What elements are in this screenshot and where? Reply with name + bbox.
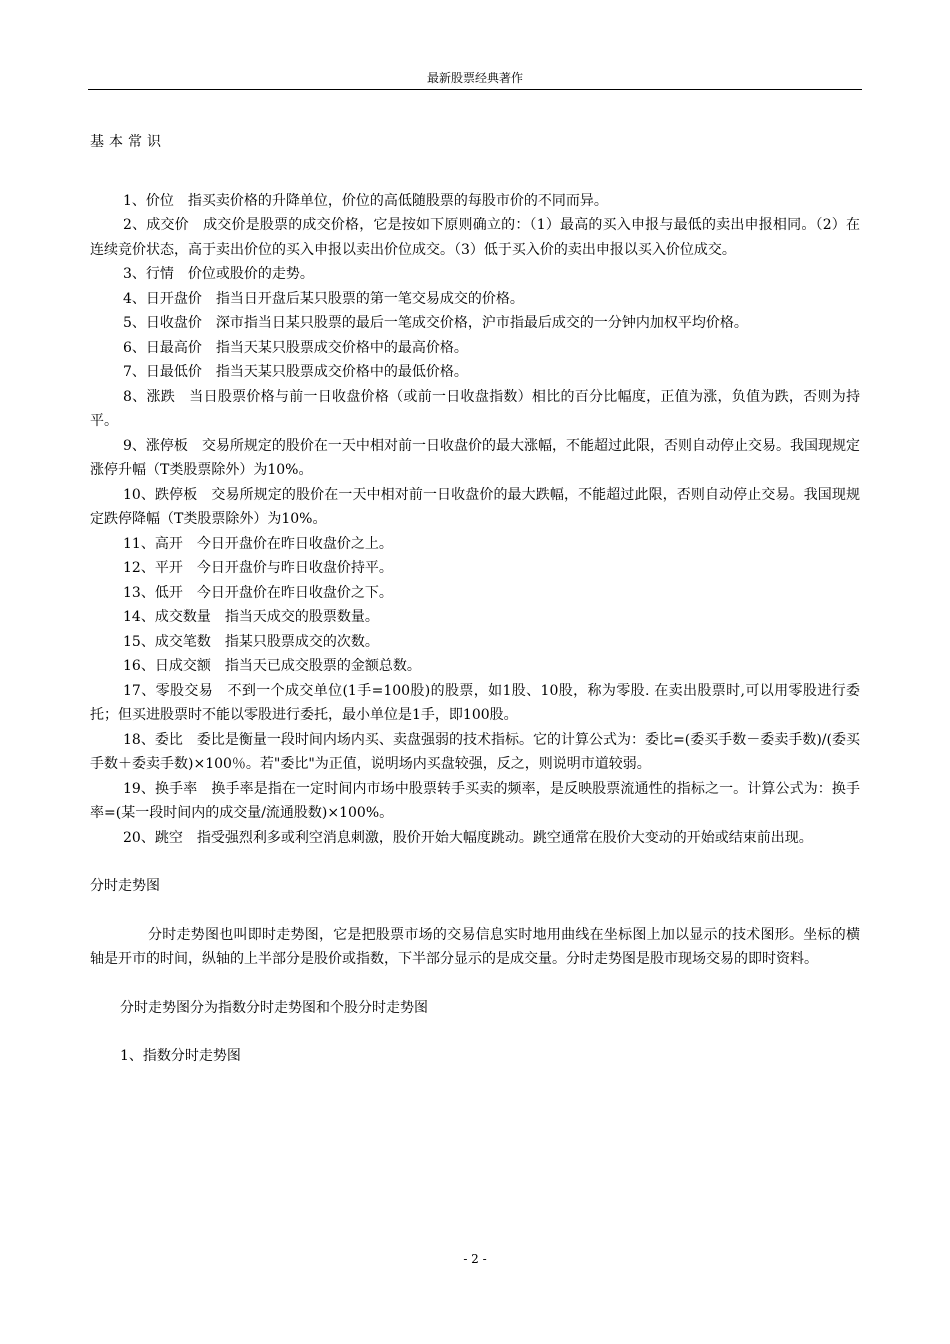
spacer <box>90 850 860 874</box>
list-item: 7、日最低价 指当天某只股票成交价格中的最低价格。 <box>123 364 468 380</box>
list-item: 19、换手率 换手率是指在一定时间内市场中股票转手买卖的频率，是反映股票流通性的指标之一。计算公式为：换手率=(某一段时间内的成交量/流通股数)×100%。 <box>90 780 860 821</box>
list-item: 6、日最高价 指当天某只股票成交价格中的最高价格。 <box>123 339 468 356</box>
list-item: 1、价位 指买卖价格的升降单位，价位的高低随股票的每股市价的不同而异。 <box>123 192 608 209</box>
list-item: 16、日成交额 指当天已成交股票的金额总数。 <box>123 658 421 674</box>
list-item: 4、日开盘价 指当日开盘后某只股票的第一笔交易成交的价格。 <box>123 290 524 307</box>
document-body <box>90 130 860 1069</box>
list-item: 2、成交价 成交价是股票的成交价格，它是按如下原则确立的：（1）最高的买入申报与最低的卖出申报相同。（2）在连续竞价状态，高于卖出价位的买入申报以卖出价位成交。（3）低于买入价的卖出申报以买入价位成交。 <box>90 217 860 258</box>
list-item: 13、低开 今日开盘价在昨日收盘价之下。 <box>123 584 393 601</box>
list-item: 11、高开 今日开盘价在昨日收盘价之上。 <box>123 535 393 552</box>
list-item: 14、成交数量 指当天成交的股票数量。 <box>123 609 379 625</box>
list-item: 20、跳空 指受强烈利多或利空消息刺激，股价开始大幅度跳动。跳空通常在股价大变动的开始或结束前出现。 <box>123 829 813 846</box>
header-title: 最新股票经典著作 <box>426 71 523 85</box>
spacer <box>90 972 860 996</box>
list-item: 10、跌停板 交易所规定的股价在一天中相对前一日收盘价的最大跌幅，不能超过此限，否则自动停止交易。我国现规定跌停降幅（T类股票除外）为10%。 <box>90 486 860 527</box>
list-item: 8、涨跌 当日股票价格与前一日收盘价格（或前一日收盘指数）相比的百分比幅度，正值为涨，负值为跌，否则为持平。 <box>90 388 860 429</box>
list-item: 3、行情 价位或股价的走势。 <box>123 266 314 282</box>
list-item: 18、委比 委比是衡量一段时间内场内买、卖盘强弱的技术指标。它的计算公式为：委比=(委买手数－委卖手数)/(委买手数＋委卖手数)×100％。若"委比"为正值，说明场内买盘较强，反之，则说明市道较弱。 <box>90 731 860 772</box>
list-item: 5、日收盘价 深市指当日某只股票的最后一笔成交价格，沪市指最后成交的一分钟内加权平均价格。 <box>123 315 748 331</box>
list-item: 9、涨停板 交易所规定的股价在一天中相对前一日收盘价的最大涨幅，不能超过此限，否则自动停止交易。我国现规定涨停升幅（T类股票除外）为10%。 <box>90 437 860 478</box>
subheading: 1、指数分时走势图 <box>120 1048 241 1064</box>
section-title-basics: 基本常识 <box>90 134 166 150</box>
list-item: 12、平开 今日开盘价与昨日收盘价持平。 <box>123 560 393 576</box>
spacer <box>90 1020 860 1044</box>
page-number: - 2 - <box>463 1252 487 1266</box>
list-item: 17、零股交易 不到一个成交单位(1手=100股)的股票，如1股、10股，称为零股. 在卖出股票时,可以用零股进行委托；但买进股票时不能以零股进行委托，最小单位是1手，即100股。 <box>90 682 860 723</box>
spacer <box>90 899 860 923</box>
spacer <box>90 155 860 189</box>
paragraph: 分时走势图也叫即时走势图，它是把股票市场的交易信息实时地用曲线在坐标图上加以显示的技术图形。坐标的横轴是开市的时间，纵轴的上半部分是股价或指数，下半部分显示的是成交量。分时走势图是股市现场交易的即时资料。 <box>90 926 860 967</box>
page-header <box>88 70 862 90</box>
paragraph: 分时走势图分为指数分时走势图和个股分时走势图 <box>120 999 428 1016</box>
list-item: 15、成交笔数 指某只股票成交的次数。 <box>123 633 379 650</box>
section-title-timeshare-chart: 分时走势图 <box>90 878 160 894</box>
